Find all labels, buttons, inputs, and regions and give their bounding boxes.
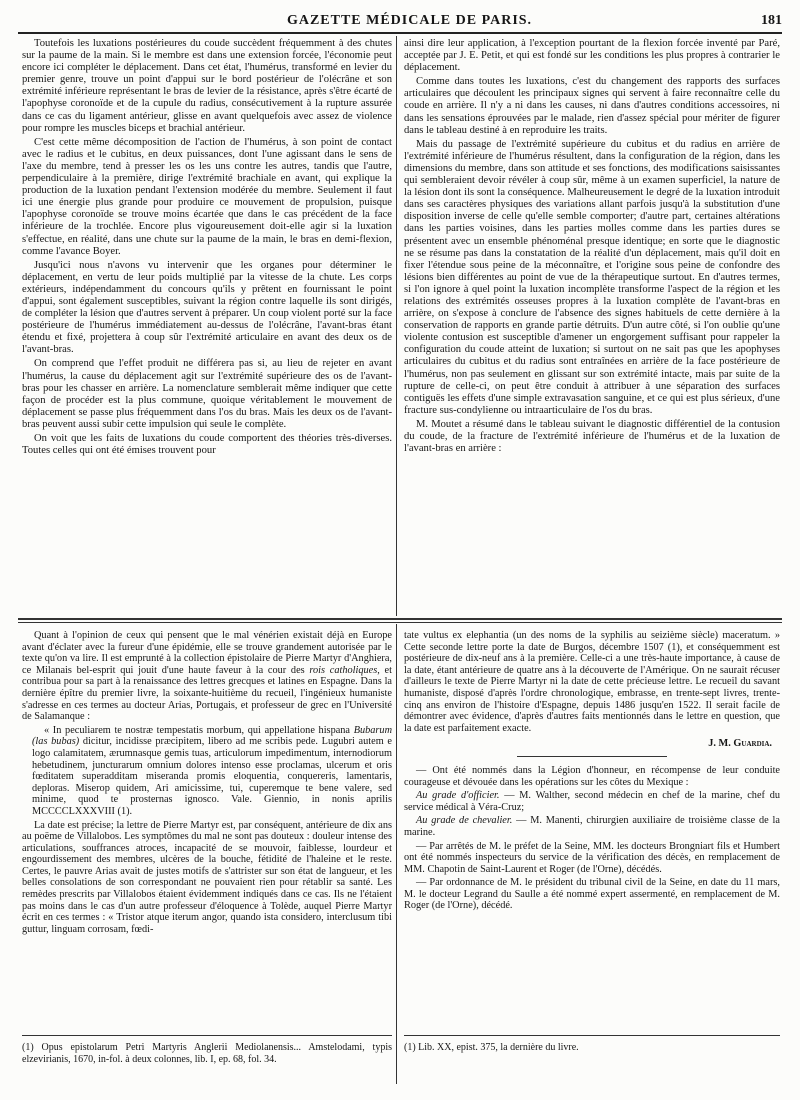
paragraph: On comprend que l'effet produit ne différera pas si, au lieu de rejeter en avant l'humérus, la cause du déplacement agit sur l'extrémité supérieure des os de l'avant-bras pour les chasser en arrière. La nomenclature semblerait même indiquer que cette façon de procéder est la plus commune, quoique véritablement le mouvement de déplacement se passe plus fréquemment dans l'os du bras. Mais les deux os de l'avant-bras peuvent aussi subir cette impulsion qui seule le complète. [22, 358, 392, 430]
section-divider [18, 618, 782, 620]
text-emphasis: rois catholiques [309, 664, 378, 676]
news-item [404, 790, 780, 813]
news-item [404, 815, 780, 838]
news-item: — Par arrêtés de M. le préfet de la Seine, MM. les docteurs Brongniart fils et Humbert ont été nommés inspecteurs du service de la vérification des décès, en remplacement de MM. Chapotin de Saint-Laurent et Roger (de l'Orne), décédés. [404, 840, 780, 875]
section-divider-thin [18, 622, 782, 623]
paragraph: La date est précise; la lettre de Pierre Martyr est, par conséquent, antérieure de dix ans au poëme de Villalobos. Les symptômes du mal ne sont pas douteux : douleur intense des articulations, souffrances atroces, incapacité de se mouvoir, faiblesse, lourdeur et engourdissement des membres, ulcères de la bouche, fétidité de l'haleine et le reste. Certes, le pauvre Arias avait de justes motifs de s'attrister sur son état de langueur, et les belles consolations de son correspondant ne pouvaient rien pour rétablir sa santé. Les remèdes prescrits par Villalobos étaient évidemment indiqués dans ce cas. Ils ne l'étaient pas moins dans le cas d'un autre professeur d'éloquence à Tolède, auquel Pierre Martyr écrit en ces termes : « Tristor atque iterum angor, quando ista considero, interclusum tibi guttur, linguam corrosam, fœdi- [22, 819, 392, 935]
page-number: 181 [761, 13, 782, 28]
text-run: dicitur, incidisse præcipitem, libero ad me scribis pede. Lugubri autem e logo calamitatem, ærumnasque gemis tuas, articulorum impedimentum, internodiorum hebetudinem, juncturarum omnium dolores intenso esse proclamas, ulcerum et oris fœditatem superadditam miseranda promis eloquentia, conquereris, lamentaris, deploras. Miserор quidem, Ari amicissime, tui, cuperemque te bene valere, sed minime, quod te prosternas ignosco. Vale. Giennio, in nonis aprilis MCCCCLXXXVIII (1). [32, 736, 392, 817]
author-signature: J. M. Guardia. [708, 738, 772, 750]
news-item: — Par ordonnance de M. le président du tribunal civil de la Seine, en date du 11 mars, M. le docteur Legrand du Saulle a été nommé expert assermenté, en remplacement de M. Roger (de l'Orne), décédé. [404, 877, 780, 912]
paragraph: Comme dans toutes les luxations, c'est du changement des rapports des surfaces articulaires que découlent les principaux signes qui servent à faire reconnaître celle du coude en arrière. Il n'y a ni dans les causes, ni dans d'autres conditions accessoires, ni dans les sensations éprouvées par le malade, rien d'assez spécial pour mériter de figurer dans le tableau destiné à en reproduire les traits. [404, 76, 780, 136]
paragraph: Mais du passage de l'extrémité supérieure du cubitus et du radius en arrière de l'extrémité inférieure de l'humérus résultent, dans la configuration de la région, dans les dimensions du membre, dans son attitude et ses fonctions, des modifications saisissantes qui sembleraient devoir révéler à coup sûr, même à un examen superficiel, la nature de la lésion dont ils sont la conséquence. Malheureusement le degré de la luxation introduit dans ses caractères physiques des variations allant parfois jusqu'à la substitution d'une disposition inverse de celle qu'elle semble comporter; d'autre part, certaines altérations dans les parties voisines, dans les parties molles comme dans les parties dures se présentent avec un ensemble phénoménal presque identique; en sorte que le diagnostic ne se résume pas dans la constatation de la réalité d'un déplacement, mais qu'il doit en fixer l'étendue sous peine de la méconnaître, et l'origine sous peine de confondre des lésions bien différentes au point de vue de la thérapeutique surtout. En d'autres termes, si l'on ignore à quel point la luxation incomplète transforme l'aspect de la région et les relations des extrémités osseuses propres à la luxation complète de l'avant-bras en arrière, on s'expose à conclure de l'absence des signes habituels de cette dernière à la conservation de rapports en grande partie détruits. D'un autre côté, si l'on oublie qu'une violente contusion est susceptible d'amener un engorgement suffisant pour rappeler la configuration du coude atteint de luxation; si surtout on ne sait pas que les apophyses articulaires du cubitus et du radius sont entraînées en arrière de la face postérieure de l'humérus, non pas seulement en glissant sur son extrémité intacte, mais par suite de la rupture de celle-ci, on peut être conduit à attribuer à une séparation des surfaces contiguës les effets d'une simple extravasation sanguine, et ce qui est plus sérieux, d'une fracture sus-condylienne ou intraarticulaire de l'os du bras. [404, 138, 780, 416]
paragraph: On voit que les faits de luxations du coude comportent des théories très-diverses. Toutes celles qui ont été émises trouvent pour [22, 433, 392, 457]
news-item: — Ont été nommés dans la Légion d'honneur, en récompense de leur conduite courageuse et dévouée dans les opérations sur les côtes du Mexique : [404, 764, 780, 788]
column-divider-lower [396, 624, 397, 1084]
page-header [18, 10, 782, 34]
article-column-right [404, 38, 780, 608]
paragraph: M. Moutet a résumé dans le tableau suivant le diagnostic différentiel de la contusion du coude, de la fracture de l'extrémité inférieure de l'humérus et de la luxation de l'avant-bras en arrière : [404, 418, 780, 455]
text-run: , et contribua pour sa part à la renaissance des lettres grecques et latines en Espagne. Dans la dernière épître du premier livre, la soixante-huitième du recueil, l'ingénieux humaniste s'adresse en ces termes au docteur Arias, Portugais, et professeur de grec en l'Université de Salamanque : [22, 664, 392, 723]
text-emphasis: Bubarum (las bubas) [32, 724, 392, 748]
article-column-left [22, 38, 392, 608]
footnote-left: (1) Opus epistolarum Petri Martyris Anglerii Mediolanensis... Amstelodami, typis elzevirianis, 1670, in-fol. à deux colonnes, lib. I, ep. 68, fol. 34. [22, 1042, 392, 1065]
latin-quotation [22, 725, 392, 818]
journal-title: GAZETTE MÉDICALE DE PARIS. [286, 13, 533, 28]
paragraph: C'est cette même décomposition de l'action de l'humérus, à son point de contact avec le radius et le cubitus, en deux puissances, dont l'une agissant dans le sens de l'axe du membre, tend à presser les os les uns contre les autres, tandis que l'autre, perpendiculaire à la première, dirige l'extrémité brachiale en avant, qui explique la production de la luxation pendant l'extension modérée du membre. Seulement il faut ici une énergie plus grande pour produire ce mouvement de propulsion, puisque l'apophyse coronoïde se trouve moins écartée que dans le cas précédent de la face inférieure de la trochlée. Encore plus vigoureusement doit-elle agir si la luxation s'effectue, en réalité, dans une chute sur la paume de la main, le bras en demi-flexion, comme l'avance Boyer. [22, 136, 392, 257]
column-divider-upper [396, 36, 397, 616]
footnote-rule-right [404, 1035, 780, 1036]
text-run: Quant à l'opinion de ceux qui pensent que le mal vénérien existait déjà en Europe avant d'éclater avec la fureur d'une épidémie, elle se trouve grandement autorisée par le texte qu'on va lire. Il est emprunté à la collection épistolaire de Pierre Martyr d'Anghiera, ce Milanais bel-esprit qui jouit d'une haute faveur à la cour des [22, 630, 392, 676]
paragraph: tate vultus ex elephantia (un des noms de la syphilis au seizième siècle) maceratum. » Cette seconde lettre porte la date de Burgos, décembre 1507 (1), et conséquemment est postérieure de dix-neuf ans à la première. Celle-ci a une très-haute importance, à cause de la date, étant antérieure de quatre ans à la découverte de l'Amérique. On ne saurait récuser d'ailleurs le texte de Pierre Martyr ni la date de cette précieuse lettre. Le recueil du savant humaniste, disposé d'après l'ordre chronologique, embrasse, en trente-sept livres, trente-cinq ans environ de l'histoire d'Espagne, depuis 1486 jusqu'en 1522. Il serait facile de démontrer avec évidence, d'après d'autres faits mentionnés dans le lettre en question, que la date est parfaitement exacte. [404, 630, 780, 734]
text-run: — M. Manenti, chirurgien auxiliaire de troisième classe de la marine. [404, 815, 780, 838]
paragraph: Toutefois les luxations postérieures du coude succèdent fréquemment à des chutes sur la paume de la main. Si le membre est dans une extension forcée, l'économie peut encore ici compléter le déplacement. Dans cet état, l'humérus, transformé en levier du premier genre, trouve un point d'appui sur le bord postérieur de l'olécrâne et son extrémité inférieure représentant le bras de levier de la résistance, après s'être écarté de l'apophyse coronoïde et de la cupule du radius, consécutivement à la rupture assurée dans ce cas du ligament antérieur, glisse en avant quelquefois avec assez de violence pour rompre les muscles biceps et brachial antérieur. [22, 38, 392, 134]
footnote-rule-left [22, 1035, 392, 1036]
footnote-right: (1) Lib. XX, epist. 375, la dernière du livre. [404, 1042, 579, 1053]
text-run: — M. Walther, second médecin en chef de la marine, chef du service médical à Véra-Cruz; [404, 790, 780, 813]
feuilleton-column-left [22, 630, 392, 1030]
grade-label: Au grade d'officier. [416, 790, 500, 802]
feuilleton-column-right [404, 630, 780, 1030]
paragraph: ainsi dire leur application, à l'exception pourtant de la flexion forcée inventé par Paré, acceptée par J. E. Petit, et qui est fondé sur les conditions les plus propres à contrarier le déplacement. [404, 38, 780, 74]
paragraph: Jusqu'ici nous n'avons vu intervenir que les organes pour déterminer le déplacement, en vertu de leur poids multiplié par la vitesse de la chute. Les corps extérieurs, indépendamment du concours qu'ils y prêtent en fournissant le point d'appui, sont également susceptibles, suivant la région contre laquelle ils sont dirigés, de compléter la lésion que d'autres servent à préparer. Un coup violent porté sur la face postérieure de l'humérus immédiatement au-dessus de l'olécrâne, l'avant-bras étant étendu et fixé, projettera à coup sûr l'extrémité articulaire en avant des deux os de l'avant-bras. [22, 259, 392, 356]
grade-label: Au grade de chevalier. [416, 815, 513, 827]
paragraph [22, 630, 392, 723]
text-run: « In peculiarem te nostræ tempestatis morbum, qui appellatione hispana [44, 724, 351, 736]
news-separator [517, 756, 667, 757]
